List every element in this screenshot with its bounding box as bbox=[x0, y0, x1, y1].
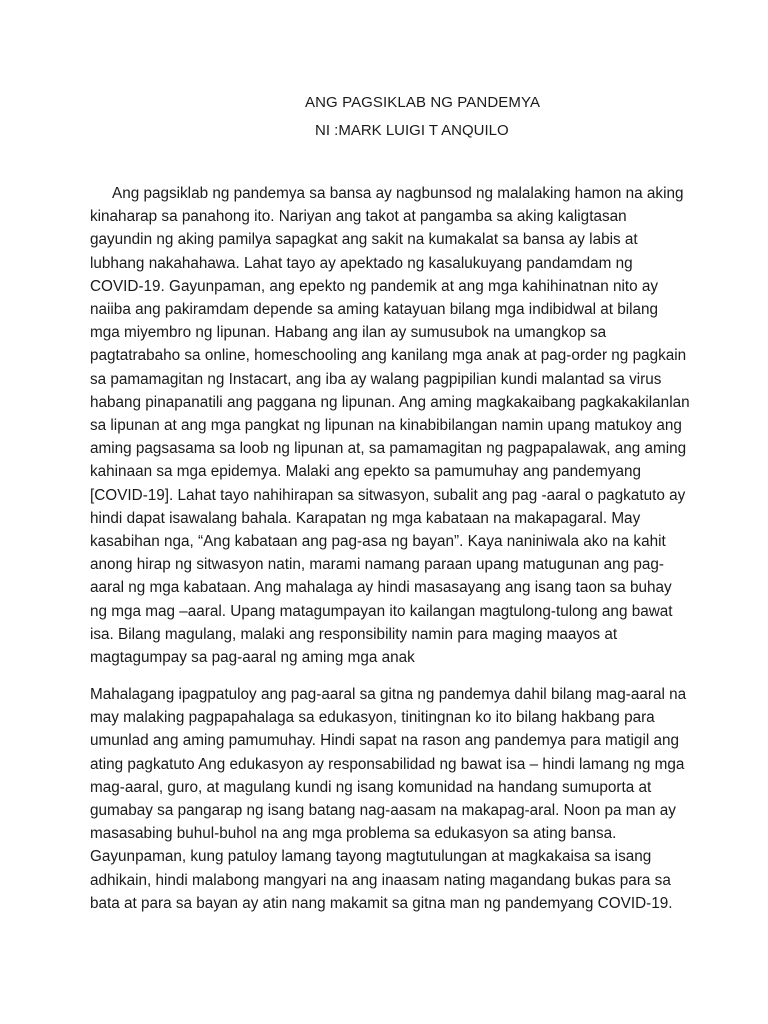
paragraph-2: Mahalagang ipagpatuloy ang pag-aaral sa gitna ng pandemya dahil bilang mag-aaral na may malaking pagpapahalaga sa edukasyon, tinitingnan ko ito bilang hakbang para umunlad ang aming pamumuhay. Hindi sapat na rason ang pandemya para matigil ang ating pagkatuto Ang edukasyon ay responsabilidad ng bawat isa – hindi lamang ng mga mag-aaral, guro, at magulang kundi ng isang komunidad na handang sumuporta at gumabay sa pangarap ng isang batang nag-aasam na makapag-aral. Noon pa man ay masasabing buhul-buhol na ang mga problema sa edukasyon sa ating bansa. Gayunpaman, kung patuloy lamang tayong magtutulungan at magkakaisa sa isang adhikain, hindi malabong mangyari na ang inaasam nating magandang bukas para sa bata at para sa bayan ay atin nang makamit sa gitna man ng pandemyang COVID-19. bbox=[90, 686, 687, 912]
document-author: NI :MARK LUIGI T ANQUILO bbox=[315, 122, 509, 139]
document-title: ANG PAGSIKLAB NG PANDEMYA bbox=[305, 94, 541, 111]
paragraph-1: Ang pagsiklab ng pandemya sa bansa ay nagbunsod ng malalaking hamon na aking kinaharap sa panahong ito. Nariyan ang takot at pangamba sa aking kaligtasan gayundin ng aking pamilya sapagkat ang sakit na kumakalat sa bansa ay labis at lubhang nakahahawa. Lahat tayo ay apektado ng kasalukuyang pandamdam ng COVID-19. Gayunpaman, ang epekto ng pandemik at ang mga kahihinatnan nito ay naiiba ang pakiramdam depende sa aming katayuan bilang mga indibidwal at bilang mga miyembro ng lipunan. Habang ang ilan ay sumusubok na umangkop sa pagtatrabaho sa online, homeschooling ang kanilang mga anak at pag-order ng pagkain sa pamamagitan ng Instacart, ang iba ay walang pagpipilian kundi malantad sa virus habang pinapanatili ang paggana ng lipunan. Ang aming magkakaibang pagkakakilanlan sa lipunan at ang mga pangkat ng lipunan na kinabibilangan namin upang matukoy ang aming pagsasama sa loob ng lipunan at, sa pamamagitan ng pagpapalawak, ang aming kahinaan sa mga epidemya. Malaki ang epekto sa pamumuhay ang pandemyang [COVID-19]. Lahat tayo nahihirapan sa sitwasyon, subalit ang pag -aaral o pagkatuto ay hindi dapat isawalang bahala. Karapatan ng mga kabataan na makapagaral. May kasabihan nga, “Ang kabataan ang pag-asa ng bayan”. Kaya naniniwala ako na kahit anong hirap ng sitwasyon natin, marami namang paraan upang matugunan ang pag-aaral ng mga kabataan. Ang mahalaga ay hindi masasayang ang isang taon sa buhay ng mga mag –aaral. Upang matagumpayan ito kailangan magtulong-tulong ang bawat isa. Bilang magulang, malaki ang responsibility namin para maging maayos at magtagumpay sa pag-aaral ng aming mga anak bbox=[90, 185, 690, 667]
